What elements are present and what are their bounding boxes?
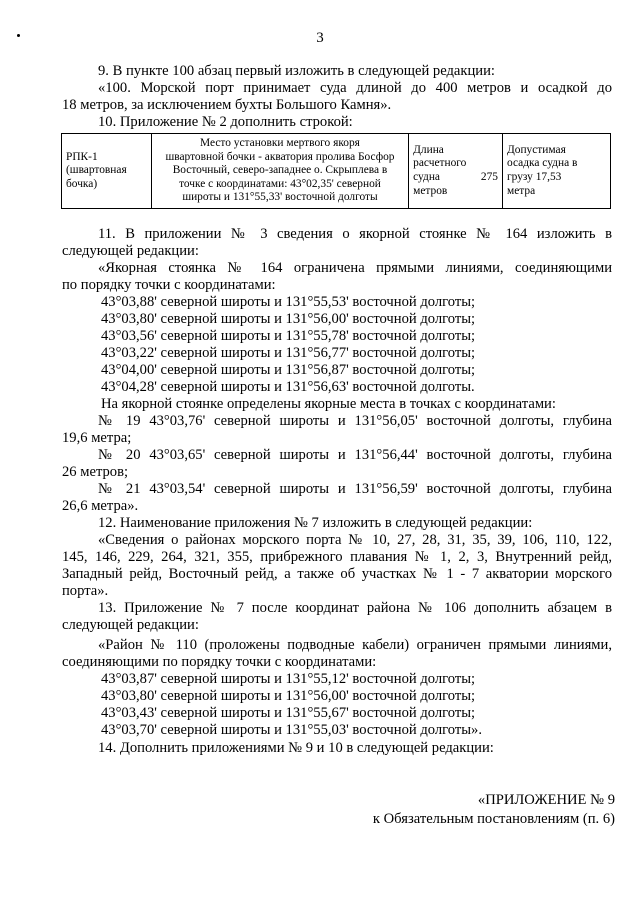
- appendix-subtitle: к Обязательным постановлениям (п. 6): [372, 811, 615, 827]
- item12-intro: 12. Наименование приложения № 7 изложить в следующей редакции:: [98, 515, 533, 531]
- item11-intro-line2: следующей редакции:: [62, 243, 199, 259]
- item12-quote-line2: 145, 146, 229, 264, 321, 355, прибрежного плавания № 1, 2, 3, Внутренний рейд,: [62, 549, 612, 565]
- list-item: 43°03,22' северной широты и 131°56,77' восточной долготы;: [101, 345, 476, 361]
- list-item: 43°03,80' северной широты и 131°56,00' восточной долготы;: [101, 311, 476, 327]
- table-row: [62, 134, 611, 209]
- list-item: 43°03,56' северной широты и 131°55,78' восточной долготы;: [101, 328, 476, 344]
- item12-quote-line1: «Сведения о районах морского порта № 10, 27, 28, 31, 35, 39, 106, 110, 122,: [98, 532, 612, 548]
- vessel-length-cell: Длина расчетного судна 275 метров: [409, 134, 503, 209]
- list-item: 43°03,87' северной широты и 131°55,12' восточной долготы;: [101, 671, 476, 687]
- anchor-20-line1: № 20 43°03,65' северной широты и 131°56,44' восточной долготы, глубина: [98, 447, 612, 463]
- item9-quote-line1: «100. Морской порт принимает суда длиной до 400 метров и осадкой до: [98, 80, 612, 96]
- list-item: 43°04,00' северной широты и 131°56,87' восточной долготы;: [101, 362, 476, 378]
- item13-quote-line2: соединяющими по порядку точки с координатами:: [62, 654, 377, 670]
- anchor-21-line1: № 21 43°03,54' северной широты и 131°56,59' восточной долготы, глубина: [98, 481, 612, 497]
- location-cell: Место установки мертвого якоря швартовной бочки - акватория пролива Босфор Восточный, северо-западнее о. Скрыплева в точке с координатами: 43°02,35' северной широты и 131°55,33' восточной долготы: [151, 134, 408, 209]
- item11-quote-line2: по порядку точки с координатами:: [62, 277, 276, 293]
- anchor-19-line2: 19,6 метра;: [62, 430, 132, 446]
- item10-intro: 10. Приложение № 2 дополнить строкой:: [98, 114, 353, 130]
- item11-quote-line1: «Якорная стоянка № 164 ограничена прямыми линиями, соединяющими: [98, 260, 612, 276]
- vessel-name-cell: РПК-1 (швартовная бочка): [62, 134, 152, 209]
- list-item: 43°03,70' северной широты и 131°55,03' восточной долготы».: [101, 722, 483, 738]
- anchor-20-line2: 26 метров;: [62, 464, 129, 480]
- item12-quote-line3: Западный рейд, Восточный рейд, а также об участках № 1 - 7 акватории морского: [62, 566, 612, 582]
- appendix-title: «ПРИЛОЖЕНИЕ № 9: [477, 792, 615, 808]
- item9-intro: 9. В пункте 100 абзац первый изложить в следующей редакции:: [98, 63, 495, 79]
- item13-intro-line1: 13. Приложение № 7 после координат района № 106 дополнить абзацем в: [98, 600, 612, 616]
- item11-intro-line1: 11. В приложении № 3 сведения о якорной стоянке № 164 изложить в: [98, 226, 612, 242]
- list-item: 43°04,28' северной широты и 131°56,63' восточной долготы.: [101, 379, 475, 395]
- page-number: 3: [316, 30, 324, 46]
- anchor-19-line1: № 19 43°03,76' северной широты и 131°56,05' восточной долготы, глубина: [98, 413, 612, 429]
- item9-quote-line2: 18 метров, за исключением бухты Большого Камня».: [62, 97, 392, 113]
- list-item: 43°03,43' северной широты и 131°55,67' восточной долготы;: [101, 705, 476, 721]
- appendix2-added-row-table: [61, 133, 611, 209]
- list-item: 43°03,80' северной широты и 131°56,00' восточной долготы;: [101, 688, 476, 704]
- anchor-21-line2: 26,6 метра».: [62, 498, 139, 514]
- item11-anchor-intro: На якорной стоянке определены якорные места в точках с координатами:: [101, 396, 556, 412]
- item14-intro: 14. Дополнить приложениями № 9 и 10 в следующей редакции:: [98, 740, 494, 756]
- item13-quote-line1: «Район № 110 (проложены подводные кабели) ограничен прямыми линиями,: [98, 637, 612, 653]
- list-item: 43°03,88' северной широты и 131°55,53' восточной долготы;: [101, 294, 476, 310]
- item13-intro-line2: следующей редакции:: [62, 617, 199, 633]
- item12-quote-line4: порта».: [62, 583, 109, 599]
- draft-cell: Допустимая осадка судна в грузу 17,53 метра: [503, 134, 611, 209]
